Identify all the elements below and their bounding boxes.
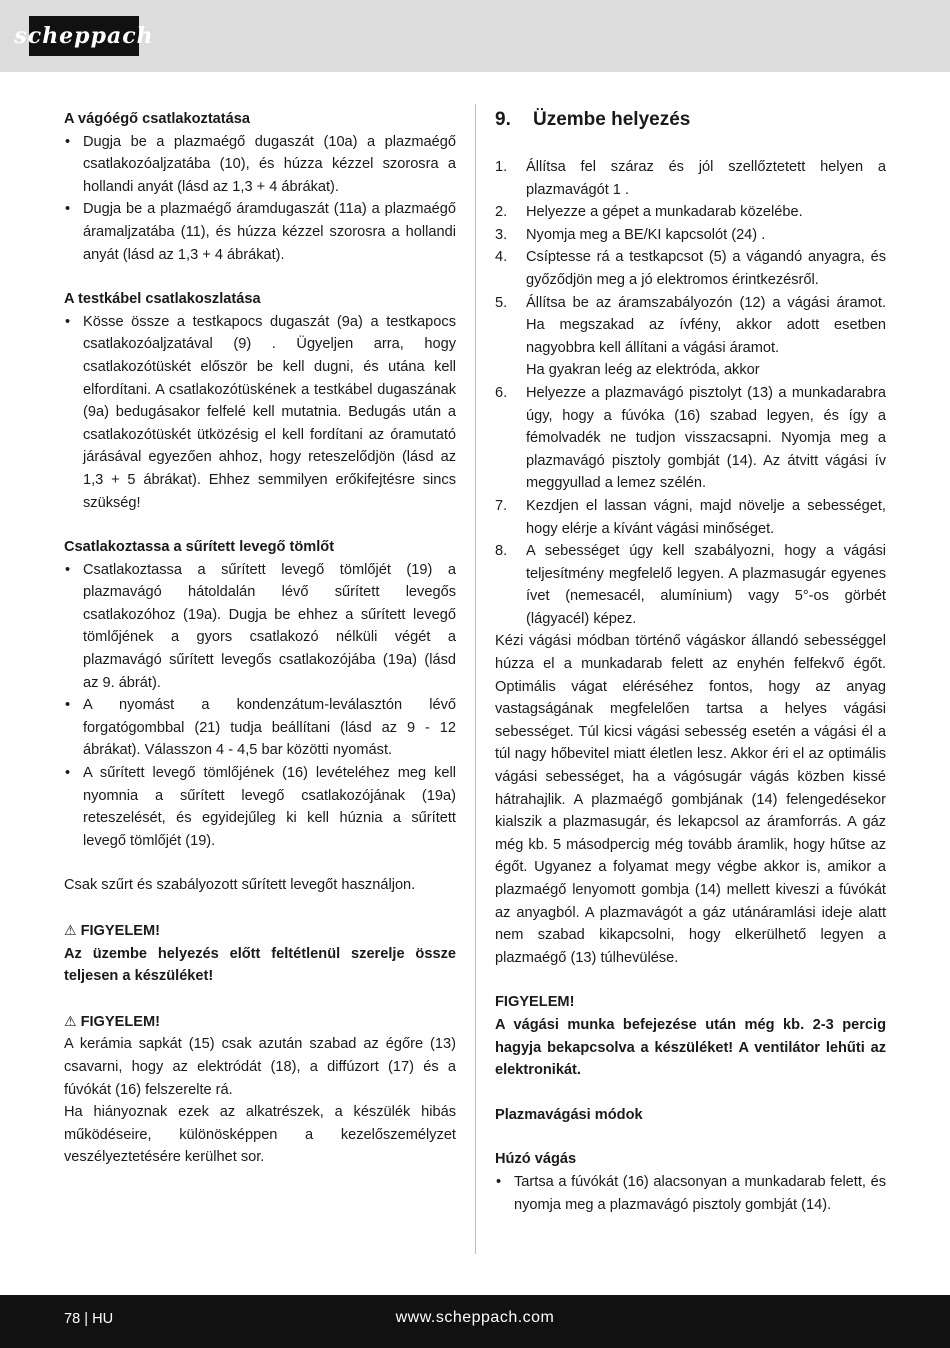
- page-footer: [0, 1295, 950, 1348]
- step-text: Helyezze a gépet a munkadarab közelébe.: [526, 204, 803, 221]
- warning-text: A vágási munka befejezése után még kb. 2-3 percig hagyja bekapcsolva a készüléket! A ventilátor lehűti az elektronikát.: [495, 1016, 886, 1079]
- heading-drag-cutting: Húzó vágás: [495, 1151, 577, 1168]
- step-item: [495, 292, 886, 382]
- step-number: 4.: [495, 249, 508, 266]
- step-text: Helyezze a plazmavágó pisztolyt (13) a munkadarabra úgy, hogy a fúvóka (16) szabad legyen, és így a fémolvadék ne tudjon visszacsapni. Nyomja meg a plazmavágó pisztoly gombját (14). Az átvitt vágási ív meggyullad a lemez szélén.: [526, 384, 886, 492]
- section-title-text: Üzembe helyezés: [533, 109, 691, 130]
- heading-cutting-modes: Plazmavágási módok: [495, 1106, 643, 1123]
- torch-connection-list: [64, 131, 456, 267]
- step-number: 6.: [495, 384, 508, 401]
- step-text: A sebességet úgy kell szabályozni, hogy a vágási teljesítmény megfelelő legyen. A plazmasugár egyenes ívet (nemesacél, alumínium) vagy 5°-os görbét (lágyacél) képez.: [526, 543, 886, 627]
- warning-title: [64, 919, 456, 943]
- step-number: 1.: [495, 159, 508, 175]
- left-column: [64, 108, 456, 1169]
- step-text: Kezdjen el lassan vágni, majd növelje a sebességet, hogy elérje a kívánt vágási minőséget.: [526, 497, 886, 537]
- website-link[interactable]: www.scheppach.com: [395, 1309, 555, 1326]
- manual-cutting-paragraph: Kézi vágási módban történő vágáskor állandó sebességgel húzza el a munkadarab felett az enyhén felfekvő égőt. Optimális vágat eléréséhez fontos, hogy az anyag vastagságának megfelelően tartsa a helyes vágási sebességet. Túl kicsi vágási sebesség esetén a vágási él a túl nagy hőbevitel miatt életlen lesz. Akkor éri el az optimális vágási sebességet, ha a vágósugár vágás közben kissé hátrahajlik. A plazmaégő gombjának (14) felengedésekor kialszik a plazmasugár, és lekapcsol az áramforrás. A gáz még kb. 5 másodpercig még tovább áramlik, hogy hűtse az égőt. Ugyanez a folyamat megy végbe akkor is, amikor a plazmaégő lenyomott gombja (14) mellett kiveszi a fúvókát az anyagból. A plazmavágót a gáz utánáramlási ideje alatt nem szabad kikapcsolni, hogy elkerülhető legyen a plazmaégő (13) túlhevülése.: [495, 633, 886, 966]
- page-header: [0, 0, 950, 72]
- column-divider: [475, 104, 476, 1254]
- list-item: • Dugja be a plazmaégő dugaszát (10a) a plazmaégő csatlakozóaljzatába (10), és húzza kézzel szorosra a hollandi anyát (lásd az 1,3 + 4 ábrákat).: [64, 131, 456, 199]
- step-text: Nyomja meg a BE/KI kapcsolót (24) .: [526, 226, 766, 243]
- section-title: [495, 108, 886, 132]
- warning-triangle-icon: ⚠: [64, 922, 77, 938]
- drag-cutting-list: [495, 1171, 886, 1216]
- warning-paragraph: Ha hiányoznak ezek az alkatrészek, a készülék hibás működéseire, különösképpen a kezelőszemélyzet veszélyeztetésére kerülhet sor.: [64, 1104, 456, 1166]
- list-item: • A sűrített levegő tömlőjének (16) levételéhez meg kell nyomnia a sűrített levegő csatlakozójának (19a) reteszelését, és egyidejűleg ki kell húznia a sűrített levegő tömlőjét (19).: [64, 762, 456, 852]
- section-number: 9.: [495, 109, 511, 130]
- step-extra: Ha gyakran leég az elektróda, akkor: [526, 362, 760, 379]
- step-item: [495, 495, 886, 540]
- step-text: Csíptesse rá a testkapcsot (5) a vágandó anyagra, és győződjön meg a jó elektromos érintkezésről.: [526, 249, 886, 288]
- warning-label: FIGYELEM!: [495, 994, 575, 1011]
- right-column: [495, 108, 886, 1216]
- step-number: 7.: [495, 497, 508, 514]
- warning-triangle-icon: ⚠: [64, 1012, 77, 1029]
- list-item: • Csatlakoztassa a sűrített levegő tömlőjét (19) a plazmavágó hátoldalán lévő sűrített levegős csatlakozóhoz (19a). Dugja be ehhez a sűrített levegő tömlőjének a gyors csatlakozó nélküli végét a plazmavágó sűrített levegős csatlakozójába (19a) (lásd az 9. ábrát).: [64, 559, 456, 695]
- step-text: Állítsa be az áramszabályozón (12) a vágási áramot. Ha megszakad az ívfény, akkor adott esetben nagyobbra kell állítani a vágási áramot.: [526, 294, 886, 356]
- air-hose-list: [64, 559, 456, 853]
- step-item: [495, 201, 886, 224]
- step-item: [495, 540, 886, 630]
- step-item: [495, 156, 886, 201]
- step-item: [495, 224, 886, 247]
- step-number: 2.: [495, 204, 508, 221]
- ground-cable-list: [64, 311, 456, 514]
- step-item: [495, 382, 886, 495]
- step-text: Állítsa fel száraz és jól szellőztetett helyen a plazmavágót 1 .: [526, 159, 886, 198]
- warning-title: [64, 1010, 456, 1034]
- filtered-air-note: Csak szűrt és szabályozott sűrített levegőt használjon.: [64, 877, 416, 894]
- heading-ground-cable: A testkábel csatlakoszlatása: [64, 291, 261, 308]
- list-item: • Dugja be a plazmaégő áramdugaszát (11a) a plazmaégő áramaljzatába (11), és húzza kézzel szorosra a hollandi anyát (lásd az 1,3 + 4 ábrákat).: [64, 198, 456, 266]
- list-item: • Tartsa a fúvókát (16) alacsonyan a munkadarab felett, és nyomja meg a plazmavágó pisztoly gombját (14).: [495, 1171, 886, 1216]
- step-number: 8.: [495, 543, 508, 560]
- warning-label: FIGYELEM!: [80, 923, 161, 939]
- list-item: • Kösse össze a testkapocs dugaszát (9a) a testkapocs csatlakozóaljzatával (9) . Ügyeljen arra, hogy csatlakozótüskét először be kell dugni, és utána kell elfordítani. A csatlakozótüskének a testkábel dugaszának (9a) bedugásakor felfelé kell mutatnia. Bedugás után a csatlakozótüskét ütközésig el kell fordítani az óramutató járásával egyezően ahhoz, hogy reteszelődjön (lásd az 1,3 + 5 ábrákat). Ehhez semmilyen erőkifejtésre sincs szükség!: [64, 311, 456, 514]
- scheppach-logo: scheppach: [29, 16, 139, 56]
- warning-text: Az üzembe helyezés előtt feltétlenül szerelje össze teljesen a készüléket!: [64, 945, 456, 985]
- heading-air-hose: Csatlakoztassa a sűrített levegő tömlőt: [64, 539, 335, 556]
- warning-label: FIGYELEM!: [80, 1013, 161, 1030]
- step-number: 5.: [495, 294, 508, 311]
- heading-torch-connection: A vágóégő csatlakoztatása: [64, 111, 251, 127]
- step-item: [495, 246, 886, 291]
- list-item: • A nyomást a kondenzátum-leválasztón lévő forgatógombbal (21) tudja beállítani (lásd az 9 - 12 ábrákat). Válasszon 4 - 4,5 bar közötti nyomást.: [64, 694, 456, 762]
- startup-steps: [495, 156, 886, 630]
- page-number: 78 | HU: [64, 1311, 114, 1327]
- step-number: 3.: [495, 226, 508, 243]
- warning-paragraph: A kerámia sapkát (15) csak azután szabad az égőre (13) csavarni, hogy az elektródát (18), a diffúzort (17) és a fúvókát (16) felszerelte rá.: [64, 1036, 456, 1098]
